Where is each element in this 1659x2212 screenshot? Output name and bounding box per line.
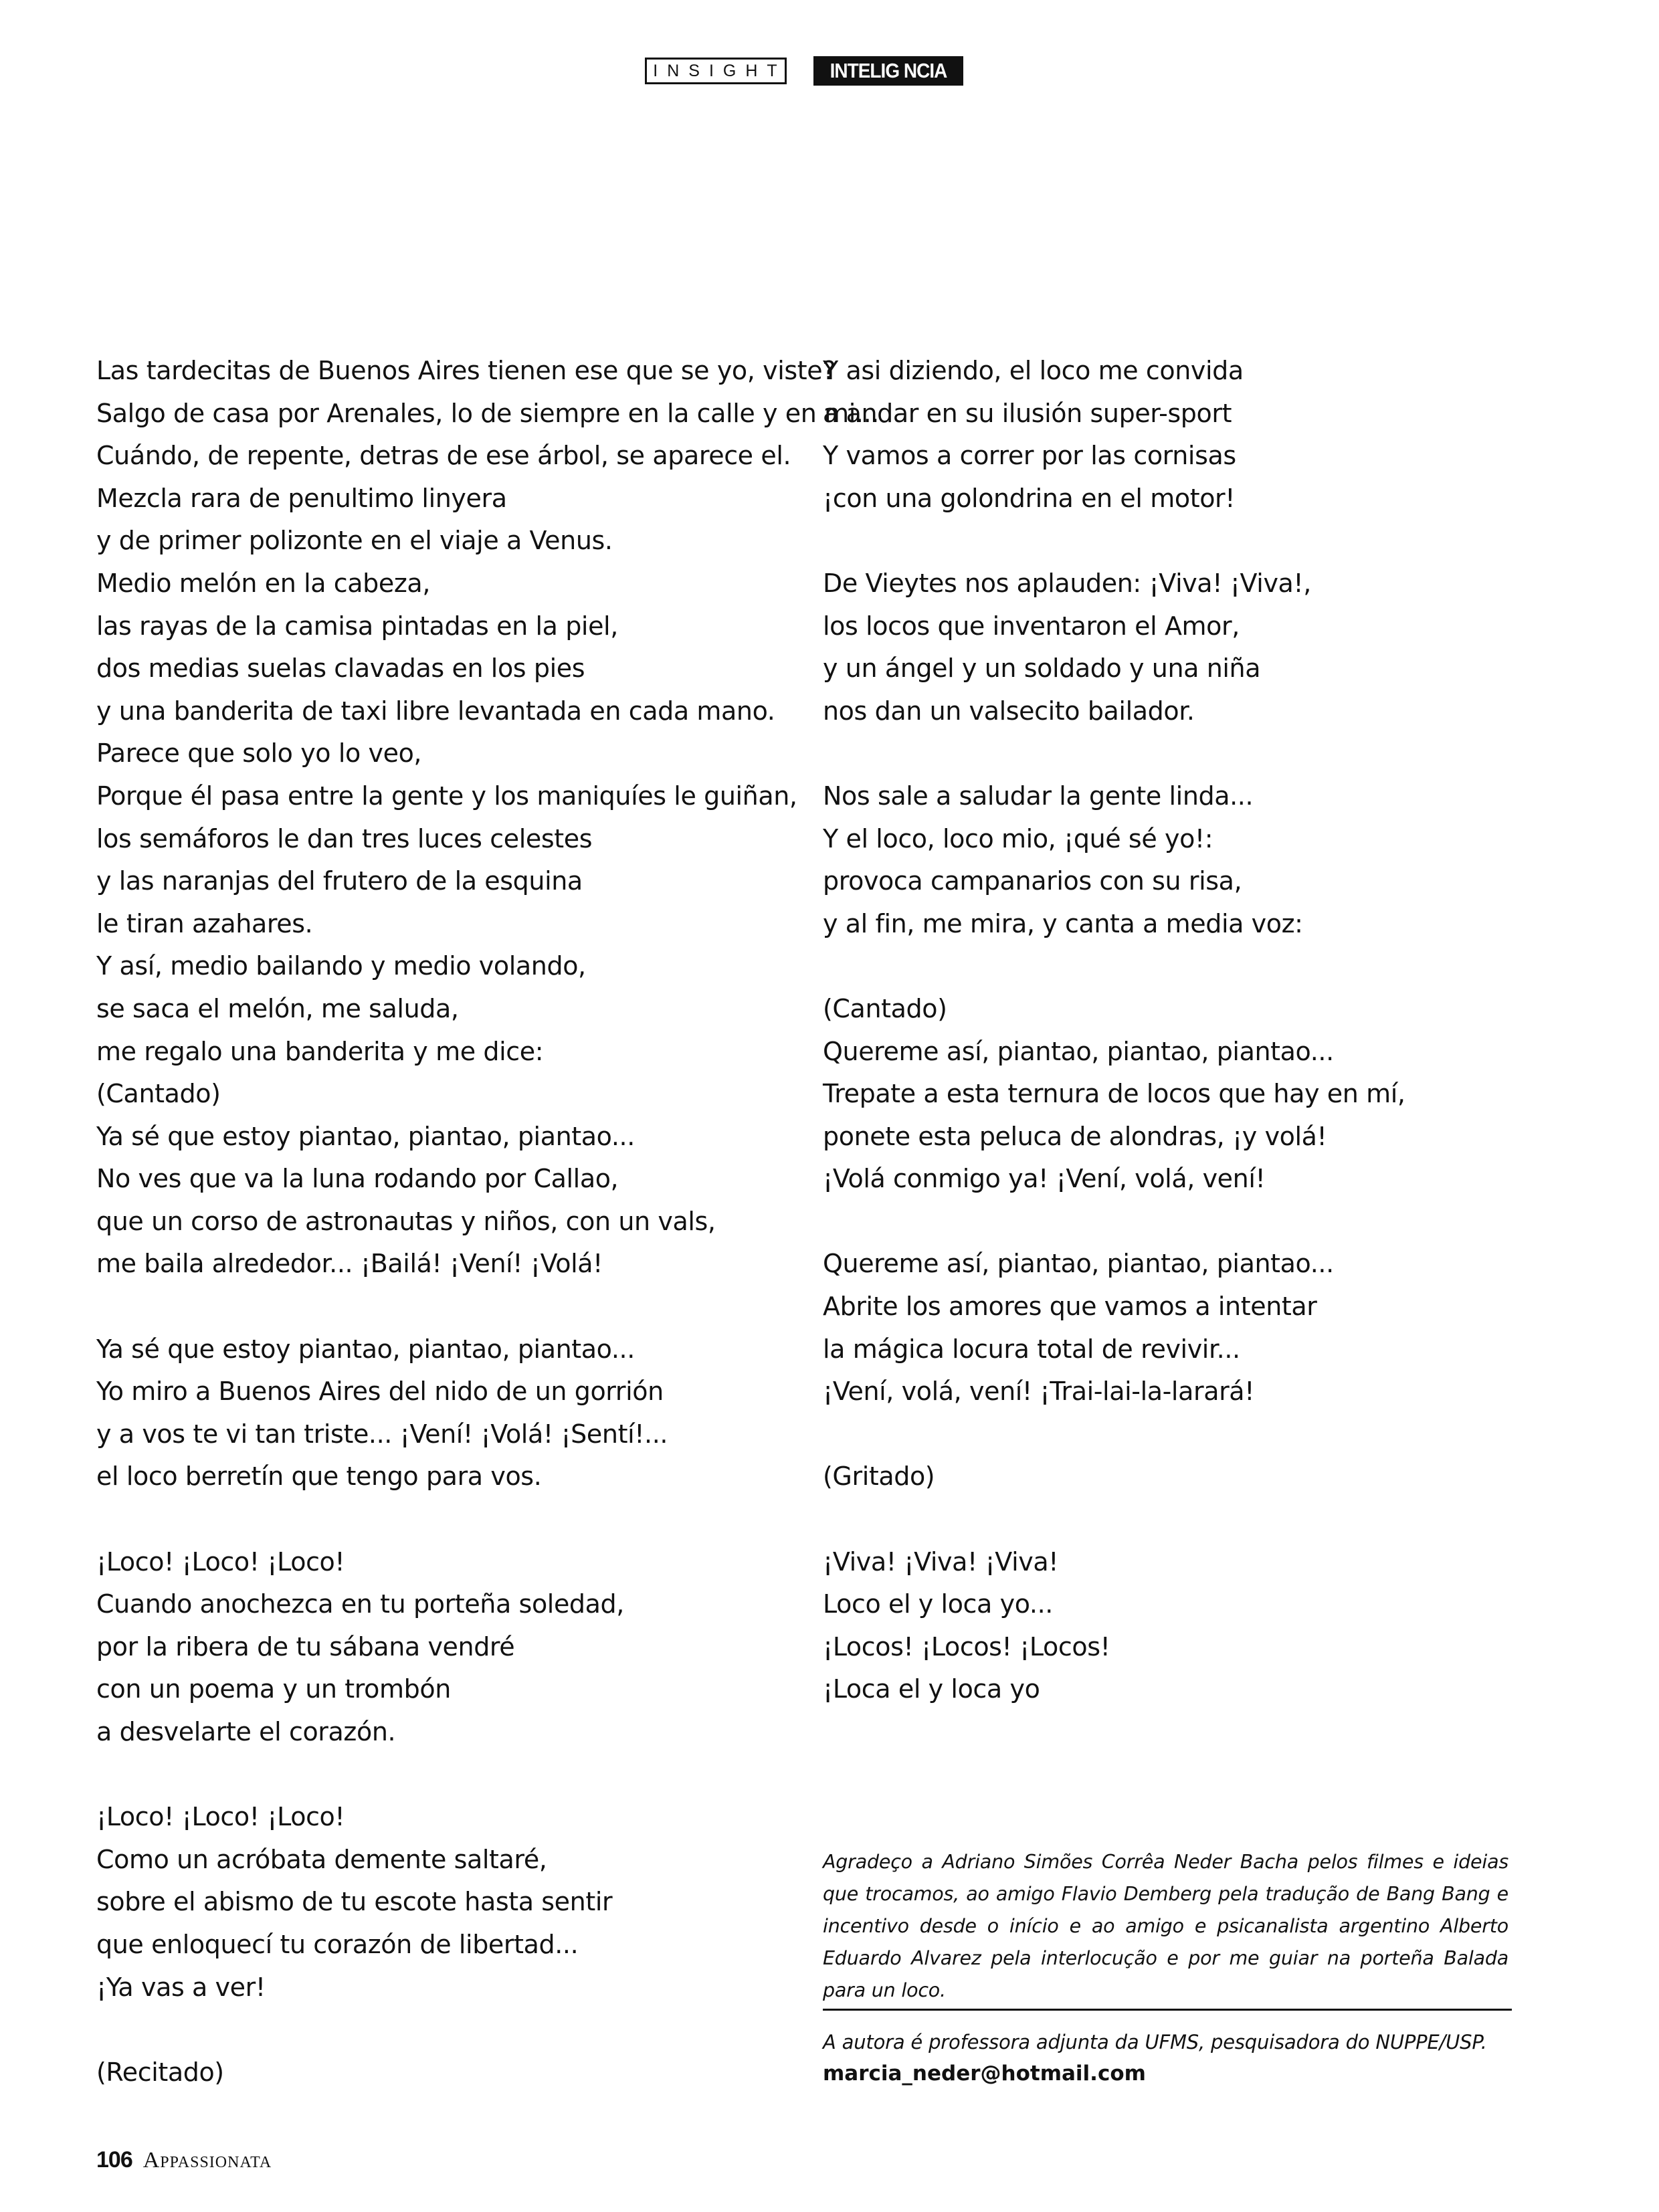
- page-footer: [96, 2147, 272, 2173]
- section-label: INSIGHT: [645, 58, 787, 84]
- lyric-line: Cuándo, de repente, detras de ese árbol, se aparece el.: [96, 441, 791, 471]
- lyric-line: Ya sé que estoy piantao, piantao, piantao...: [96, 1334, 635, 1364]
- lyric-line: sobre el abismo de tu escote hasta sentir: [96, 1887, 613, 1917]
- lyric-line: (Gritado): [823, 1462, 935, 1492]
- lyric-line: y una banderita de taxi libre levantada en cada mano.: [96, 696, 775, 726]
- lyric-line: Y así, medio bailando y medio volando,: [96, 951, 586, 981]
- lyric-line: ¡Loca el y loca yo: [823, 1674, 1040, 1704]
- lyric-line: Las tardecitas de Buenos Aires tienen ese que se yo, viste?: [96, 356, 836, 385]
- lyric-line: Trepate a esta ternura de locos que hay en mí,: [823, 1079, 1405, 1109]
- lyric-line: ¡Viva! ¡Viva! ¡Viva!: [823, 1546, 1059, 1577]
- lyric-line: Salgo de casa por Arenales, lo de siempre en la calle y en mi...: [96, 398, 879, 428]
- stanza-break: [823, 1201, 1532, 1243]
- lyric-line: Y asi diziendo, el loco me convida: [823, 356, 1244, 385]
- lyric-line: y un ángel y un soldado y una niña: [823, 653, 1261, 684]
- author-email[interactable]: marcia_neder@hotmail.com: [823, 2062, 1146, 2086]
- lyric-line: Quereme así, piantao, piantao, piantao...: [823, 1036, 1334, 1066]
- stanza-break: [823, 520, 1532, 563]
- lyric-line: Mezcla rara de penultimo linyera: [96, 483, 507, 513]
- lyric-line: provoca campanarios con su risa,: [823, 866, 1242, 896]
- lyric-line: que enloquecí tu corazón de libertad...: [96, 1929, 579, 1959]
- lyric-line: ¡Vení, volá, vení! ¡Trai-lai-la-larará!: [823, 1377, 1255, 1407]
- divider: [823, 2009, 1512, 2011]
- lyric-line: Como un acróbata demente saltaré,: [96, 1844, 547, 1874]
- lyric-line: Abrite los amores que vamos a intentar: [823, 1292, 1317, 1322]
- section-tag: INTELIG NCIA: [813, 56, 963, 86]
- section-header: [645, 58, 963, 84]
- lyric-line: y al fin, me mira, y canta a media voz:: [823, 908, 1303, 938]
- lyric-line: Parece que solo yo lo veo,: [96, 738, 422, 769]
- lyric-line: le tiran azahares.: [96, 908, 313, 938]
- author-note: A autora é professora adjunta da UFMS, pesquisadora do NUPPE/USP.: [823, 2031, 1487, 2053]
- lyric-line: De Vieytes nos aplauden: ¡Viva! ¡Viva!,: [823, 568, 1311, 598]
- lyric-line: (Recitado): [96, 2057, 224, 2087]
- lyric-line: ponete esta peluca de alondras, ¡y volá!: [823, 1121, 1327, 1151]
- lyric-line: Quereme así, piantao, piantao, piantao...: [823, 1249, 1334, 1279]
- lyric-line: la mágica locura total de revivir...: [823, 1334, 1240, 1364]
- lyric-line: ¡Volá conmigo ya! ¡Vení, volá, vení!: [823, 1164, 1266, 1194]
- lyric-line: y a vos te vi tan triste... ¡Vení! ¡Volá! ¡Sentí!...: [96, 1419, 668, 1449]
- lyric-line: dos medias suelas clavadas en los pies: [96, 653, 585, 684]
- lyric-line: los semáforos le dan tres luces celestes: [96, 823, 593, 853]
- stanza-break: [96, 1498, 805, 1541]
- lyric-line: (Cantado): [823, 993, 947, 1023]
- lyric-line: me regalo una banderita y me dice:: [96, 1036, 544, 1066]
- lyric-line: Cuando anochezca en tu porteña soledad,: [96, 1589, 624, 1619]
- lyric-line: Y vamos a correr por las cornisas: [823, 441, 1236, 471]
- lyric-line: ¡con una golondrina en el motor!: [823, 483, 1236, 513]
- lyric-line: Nos sale a saludar la gente linda...: [823, 781, 1254, 811]
- lyric-line: Yo miro a Buenos Aires del nido de un gorrión: [96, 1377, 664, 1407]
- lyric-line: No ves que va la luna rodando por Callao,: [96, 1164, 619, 1194]
- stanza-break: [823, 1413, 1532, 1456]
- lyric-line: Medio melón en la cabeza,: [96, 568, 430, 598]
- lyric-line: las rayas de la camisa pintadas en la piel,: [96, 611, 618, 641]
- lyric-line: me baila alrededor... ¡Bailá! ¡Vení! ¡Volá!: [96, 1249, 603, 1279]
- lyric-line: Porque él pasa entre la gente y los maniquíes le guiñan,: [96, 781, 797, 811]
- stanza-break: [823, 1498, 1532, 1541]
- lyric-line: Y el loco, loco mio, ¡qué sé yo!:: [823, 823, 1213, 853]
- lyric-line: se saca el melón, me saluda,: [96, 993, 459, 1023]
- lyric-line: ¡Ya vas a ver!: [96, 1972, 266, 2002]
- stanza-break: [96, 1754, 805, 1797]
- stanza-break: [96, 2009, 805, 2051]
- stanza-break: [823, 732, 1532, 775]
- lyric-line: ¡Loco! ¡Loco! ¡Loco!: [96, 1546, 345, 1577]
- lyric-line: (Cantado): [96, 1079, 221, 1109]
- lyrics-right-column: [823, 350, 1532, 1711]
- page-number: 106: [96, 2147, 132, 2173]
- lyric-line: y las naranjas del frutero de la esquina: [96, 866, 583, 896]
- lyric-line: por la ribera de tu sábana vendré: [96, 1631, 515, 1662]
- lyric-line: los locos que inventaron el Amor,: [823, 611, 1240, 641]
- lyric-line: con un poema y un trombón: [96, 1674, 451, 1704]
- magazine-name: Appassionata: [142, 2148, 272, 2173]
- lyric-line: Loco el y loca yo...: [823, 1589, 1053, 1619]
- lyric-line: y de primer polizonte en el viaje a Venus.: [96, 526, 613, 556]
- lyric-line: nos dan un valsecito bailador.: [823, 696, 1195, 726]
- lyric-line: Ya sé que estoy piantao, piantao, piantao...: [96, 1121, 635, 1151]
- lyric-line: que un corso de astronautas y niños, con un vals,: [96, 1206, 716, 1236]
- lyric-line: ¡Loco! ¡Loco! ¡Loco!: [96, 1802, 345, 1832]
- lyric-line: el loco berretín que tengo para vos.: [96, 1462, 542, 1492]
- lyric-line: a desvelarte el corazón.: [96, 1717, 396, 1746]
- lyric-line: ¡Locos! ¡Locos! ¡Locos!: [823, 1631, 1110, 1662]
- stanza-break: [823, 945, 1532, 988]
- lyric-line: a andar en su ilusión super-sport: [823, 398, 1232, 428]
- stanza-break: [96, 1286, 805, 1328]
- acknowledgement: Agradeço a Adriano Simões Corrêa Neder Bacha pelos filmes e ideias que trocamos, ao amigo Flavio Demberg pela tradução de Bang Bang e incentivo desde o início e ao amigo e psicanalista argentino Alberto Eduardo Alvarez pela interlocução e por me guiar na porteña Balada para un loco.: [823, 1851, 1508, 2001]
